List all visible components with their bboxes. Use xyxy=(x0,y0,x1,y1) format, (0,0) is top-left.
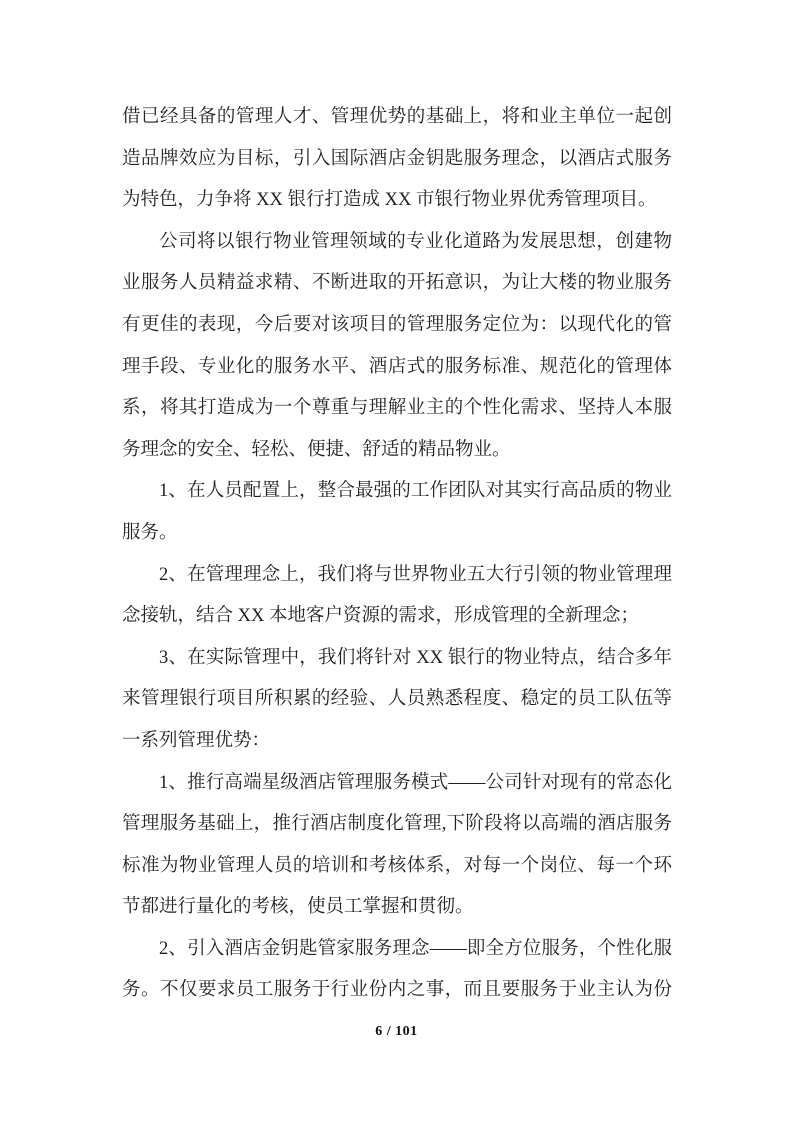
text-line: 公司将以银行物业管理领域的专业化道路为发展思想，创建物 xyxy=(159,231,672,252)
text-line: 3、在实际管理中，我们将针对 XX 银行的物业特点，结合多年 xyxy=(159,647,672,668)
text-line: 借已经具备的管理人才、管理优势的基础上，将和业主单位一起创 xyxy=(122,107,672,127)
text-line: 为特色，力争将 XX 银行打造成 XX 市银行物业界优秀管理项目。 xyxy=(122,190,657,211)
text-line: 一系列管理优势： xyxy=(122,730,271,751)
text-line: 节都进行量化的考核，使员工掌握和贯彻。 xyxy=(122,897,474,918)
text-line: 业服务人员精益求精、不断进取的开拓意识，为让大楼的物业服务 xyxy=(122,273,672,294)
text-line: 服务。 xyxy=(122,522,178,543)
text-line: 1、在人员配置上，整合最强的工作团队对其实行高品质的物业 xyxy=(159,481,672,502)
text-line: 念接轨，结合 XX 本地客户资源的需求，形成管理的全新理念； xyxy=(122,606,639,627)
text-line: 2、在管理理念上，我们将与世界物业五大行引领的物业管理理 xyxy=(159,564,672,585)
text-line: 理手段、专业化的服务水平、酒店式的服务标准、规范化的管理体 xyxy=(122,356,672,377)
document-body xyxy=(122,97,672,1012)
text-line: 2、引入酒店金钥匙管家服务理念——即全方位服务，个性化服 xyxy=(159,938,672,959)
text-line: 务。不仅要求员工服务于行业份内之事，而且要服务于业主认为份 xyxy=(122,980,672,1001)
page-number: 6 / 101 xyxy=(375,1024,418,1039)
text-line: 有更佳的表现，今后要对该项目的管理服务定位为：以现代化的管 xyxy=(122,314,672,335)
text-line: 管理服务基础上，推行酒店制度化管理,下阶段将以高端的酒店服务 xyxy=(122,814,672,835)
text-line: 来管理银行项目所积累的经验、人员熟悉程度、稳定的员工队伍等 xyxy=(122,689,672,710)
text-line: 务理念的安全、轻松、便捷、舒适的精品物业。 xyxy=(122,439,511,460)
text-line: 系，将其打造成为一个尊重与理解业主的个性化需求、坚持人本服 xyxy=(122,398,672,419)
text-line: 标准为物业管理人员的培训和考核体系，对每一个岗位、每一个环 xyxy=(122,855,672,876)
text-line: 造品牌效应为目标，引入国际酒店金钥匙服务理念，以酒店式服务 xyxy=(122,148,672,169)
text-line: 1、推行高端星级酒店管理服务模式——公司针对现有的常态化 xyxy=(159,772,672,793)
